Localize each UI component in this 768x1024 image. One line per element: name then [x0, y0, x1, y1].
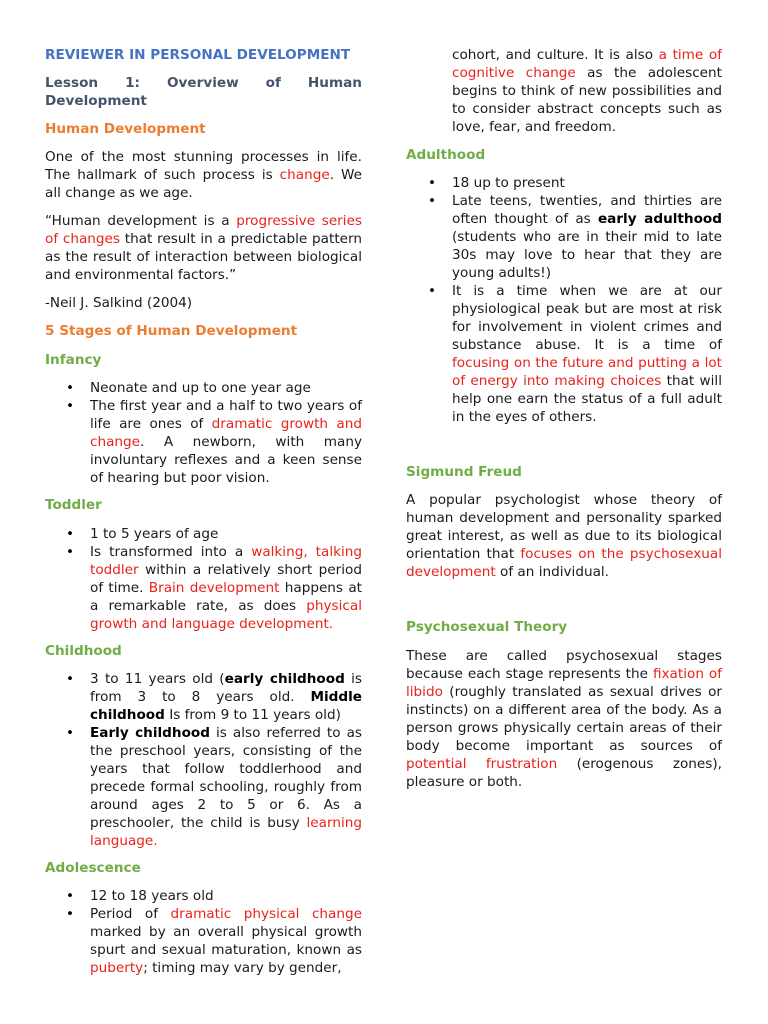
- heading-infancy: Infancy: [45, 352, 102, 368]
- adolescence-list: [45, 887, 362, 977]
- heading-adolescence: Adolescence: [45, 860, 141, 876]
- list-item: • Early childhood is also referred to as the preschool years, consisting of the years that follow toddlerhood and precede formal schooling, roughly from around ages 2 to 5 or 6. As a preschooler, the child is busy learning language.: [45, 724, 362, 850]
- infancy-list: [45, 379, 362, 487]
- definition-quote: “Human development is a progressive series of changes that result in a predictable pattern as the result of interaction between biological and environmental factors.”: [45, 213, 362, 283]
- lesson-word-of: of: [265, 75, 281, 91]
- adolescence-continued: cohort, and culture. It is also a time of cognitive change as the adolescent begins to think of new possibilities and to consider abstract concepts such as love, fear, and freedom.: [452, 47, 722, 135]
- list-item: • 18 up to present: [406, 174, 722, 192]
- list-item: • Is transformed into a walking, talking toddler within a relatively short period of time. Brain development happens at a remarkable rate, as does physical growth and language development.: [45, 543, 362, 633]
- psychosexual-paragraph: These are called psychosexual stages because each stage represents the fixation of libido (roughly translated as sexual drives or instincts) on a different area of the body. As a person grows physically certain areas of their body become important as sources of potential frustration (erogenous zones), pleasure or both.: [406, 648, 723, 790]
- list-item: • 3 to 11 years old (early childhood is from 3 to 8 years old. Middle childhood Is from 9 to 11 years old): [45, 670, 362, 724]
- list-item: • Late teens, twenties, and thirties are often thought of as early adulthood (students who are in their mid to late 30s may love to hear that they are young adults!): [406, 192, 722, 282]
- list-item: • It is a time when we are at our physiological peak but are most at risk for involvement in violent crimes and substance abuse. It is a time of focusing on the future and putting a lot of energy into making choices that will help one earn the status of a full adult in the eyes of others.: [406, 282, 722, 426]
- quote-citation: -Neil J. Salkind (2004): [45, 295, 193, 311]
- toddler-list: [45, 525, 362, 633]
- lesson-number: 1:: [125, 75, 140, 91]
- heading-human-development: Human Development: [45, 121, 206, 137]
- lesson-line-2: Development: [45, 93, 147, 109]
- heading-sigmund-freud: Sigmund Freud: [406, 464, 522, 480]
- lesson-word-overview: Overview: [167, 75, 239, 91]
- lesson-word-human: Human: [307, 75, 362, 91]
- heading-toddler: Toddler: [45, 497, 102, 513]
- list-item: • 12 to 18 years old: [45, 887, 362, 905]
- list-item: • 1 to 5 years of age: [45, 525, 362, 543]
- freud-paragraph: A popular psychologist whose theory of human development and personality sparked great interest, as well as due to its biological orientation that focuses on the psychosexual development of an individual.: [406, 492, 723, 580]
- lesson-heading: [45, 74, 362, 110]
- heading-childhood: Childhood: [45, 643, 122, 659]
- heading-adulthood: Adulthood: [406, 147, 486, 163]
- list-item: • The first year and a half to two years of life are ones of dramatic growth and change. A newborn, with many involuntary reflexes and a keen sense of hearing but poor vision.: [45, 397, 362, 487]
- adulthood-list: [406, 174, 722, 426]
- document-title: REVIEWER IN PERSONAL DEVELOPMENT: [45, 47, 351, 63]
- heading-psychosexual-theory: Psychosexual Theory: [406, 619, 568, 635]
- list-item: • Neonate and up to one year age: [45, 379, 362, 397]
- intro-paragraph: One of the most stunning processes in life. The hallmark of such process is change. We all change as we age.: [45, 149, 362, 201]
- list-item: • Period of dramatic physical change marked by an overall physical growth spurt and sexual maturation, known as puberty; timing may vary by gender,: [45, 905, 362, 977]
- heading-five-stages: 5 Stages of Human Development: [45, 323, 298, 339]
- lesson-word: Lesson: [45, 75, 99, 91]
- childhood-list: [45, 670, 362, 850]
